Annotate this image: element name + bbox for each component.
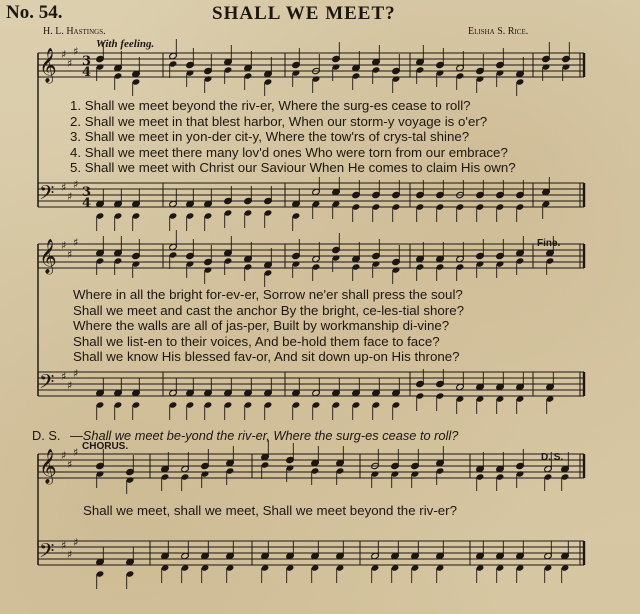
ds-lyric-line: —Shall we meet be-yond the riv-er, Where the surg-es cease to roll? [70,428,459,443]
fine-marking: Fine. [537,238,561,249]
sharp-icon: ♯ [67,57,73,70]
author-credit: H. L. Hastings. [43,26,106,37]
treble-clef-icon: 𝄞 [39,449,57,484]
verse-line-3a: 3. Shall we meet in yon-der cit-y, Where the tow'rs of crys-tal shine? [70,129,470,145]
verse-line-3b: Where the walls are all of jas-per, Built by workmanship di-vine? [73,318,450,334]
chorus-label: CHORUS. [82,441,129,452]
treble-clef-icon: 𝄞 [39,48,57,83]
verse-line-5b: Shall we know His blessed fav-or, And sit down up-on His throne? [73,349,460,365]
treble-clef-icon: 𝄞 [39,239,57,274]
verse-line-4b: Shall we list-en to their voices, And be-hold them face to face? [73,333,440,349]
sharp-icon: ♯ [73,236,79,249]
verse-line-1b: Where in all the bright for-ev-er, Sorrow ne'er shall press the soul? [73,287,463,302]
tempo-marking: With feeling. [96,38,155,50]
chorus-lyric: Shall we meet, shall we meet, Shall we meet beyond the riv-er? [83,503,457,518]
sharp-icon: ♯ [67,379,73,392]
sharp-icon: ♯ [73,536,79,549]
sharp-icon: ♯ [61,181,67,194]
treble-time-signature: 3 4 [82,54,92,80]
composer-credit: Elisha S. Rice. [468,26,529,37]
verse-block-a [70,98,516,176]
sharp-icon: ♯ [67,248,73,261]
sharp-icon: ♯ [67,190,73,203]
bass-clef-icon: 𝄢 [39,370,55,398]
sharp-icon: ♯ [61,370,67,383]
hymn-title: SHALL WE MEET? [212,3,396,24]
sharp-icon: ♯ [61,539,67,552]
bass-clef-icon: 𝄢 [39,539,55,567]
bass-time-signature: 3 4 [82,185,92,211]
bass-clef-icon: 𝄢 [39,181,55,209]
hymn-number: No. 54. [6,2,63,23]
verse-line-4a: 4. Shall we meet there many lov'd ones Who were torn from our embrace? [70,144,508,160]
sharp-icon: ♯ [67,548,73,561]
verse-block-b [73,287,464,365]
sharp-icon: ♯ [73,367,79,380]
ds-prefix: D. S. [32,428,61,443]
sharp-icon: ♯ [73,446,79,459]
verse-line-5a: 5. Shall we meet with Christ our Saviour When He comes to claim His own? [70,160,516,176]
sharp-icon: ♯ [73,178,79,191]
sharp-icon: ♯ [61,48,67,61]
verse-line-2b: Shall we meet and cast the anchor By the bright, ce-les-tial shore? [73,302,464,318]
sharp-icon: ♯ [61,449,67,462]
ds-end-marking: D. S. [541,452,564,463]
verse-line-1a: 1. Shall we meet beyond the riv-er, Where the surg-es cease to roll? [70,98,471,113]
sharp-icon: ♯ [73,45,79,58]
sharp-icon: ♯ [61,239,67,252]
verse-line-2a: 2. Shall we meet in that blest harbor, When our storm-y voyage is o'er? [70,113,488,129]
sharp-icon: ♯ [67,458,73,471]
